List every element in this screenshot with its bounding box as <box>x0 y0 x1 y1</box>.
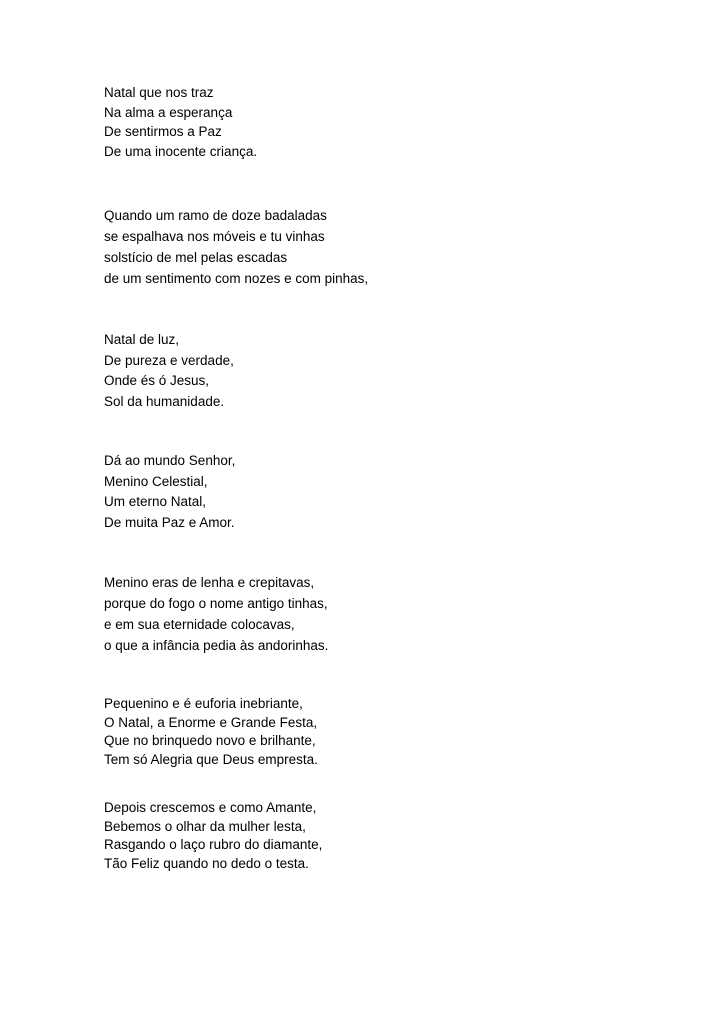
poem-line: Sol da humanidade. <box>104 393 225 409</box>
poem-line: Tem só Alegria que Deus empresta. <box>104 751 318 767</box>
stanza-4 <box>104 451 235 533</box>
poem-line: Pequenino e é euforia inebriante, <box>104 696 303 711</box>
poem-line: porque do fogo o nome antigo tinhas, <box>104 596 328 611</box>
stanza-7 <box>104 799 322 873</box>
poem-line: Menino Celestial, <box>104 473 208 489</box>
poem-line: se espalhava nos móveis e tu vinhas <box>104 229 325 244</box>
poem-line: Depois crescemos e como Amante, <box>104 800 317 815</box>
stanza-2 <box>104 205 368 289</box>
poem-line: o que a infância pedia às andorinhas. <box>104 638 329 653</box>
poem-line: Bebemos o olhar da mulher lesta, <box>104 818 306 834</box>
stanza-1 <box>104 83 257 161</box>
poem-line: Menino eras de lenha e crepitavas, <box>104 575 315 590</box>
poem-line: Quando um ramo de doze badaladas <box>104 208 327 223</box>
stanza-5 <box>104 572 328 656</box>
poem-line: de um sentimento com nozes e com pinhas, <box>104 271 369 286</box>
poem-line: De uma inocente criança. <box>104 143 258 159</box>
poem-line: Natal de luz, <box>104 332 180 347</box>
poem-line: Rasgando o laço rubro do diamante, <box>104 837 323 852</box>
poem-line: De pureza e verdade, <box>104 352 234 368</box>
poem-line: Um eterno Natal, <box>104 494 207 509</box>
poem-line: Natal que nos traz <box>104 85 214 100</box>
stanza-6 <box>104 695 318 769</box>
poem-line: Dá ao mundo Senhor, <box>104 453 236 468</box>
poem-line: e em sua eternidade colocavas, <box>104 617 295 632</box>
poem-line: Tão Feliz quando no dedo o testa. <box>104 855 309 871</box>
poem-line: Na alma a esperança <box>104 104 233 120</box>
stanza-3 <box>104 330 234 412</box>
poem-line: Que no brinquedo novo e brilhante, <box>104 733 316 748</box>
poem-line: O Natal, a Enorme e Grande Festa, <box>104 714 318 730</box>
poem-line: Onde és ó Jesus, <box>104 373 210 388</box>
poem-line: De sentirmos a Paz <box>104 124 222 139</box>
poem-line: De muita Paz e Amor. <box>104 514 235 530</box>
poem-line: solstício de mel pelas escadas <box>104 250 288 265</box>
